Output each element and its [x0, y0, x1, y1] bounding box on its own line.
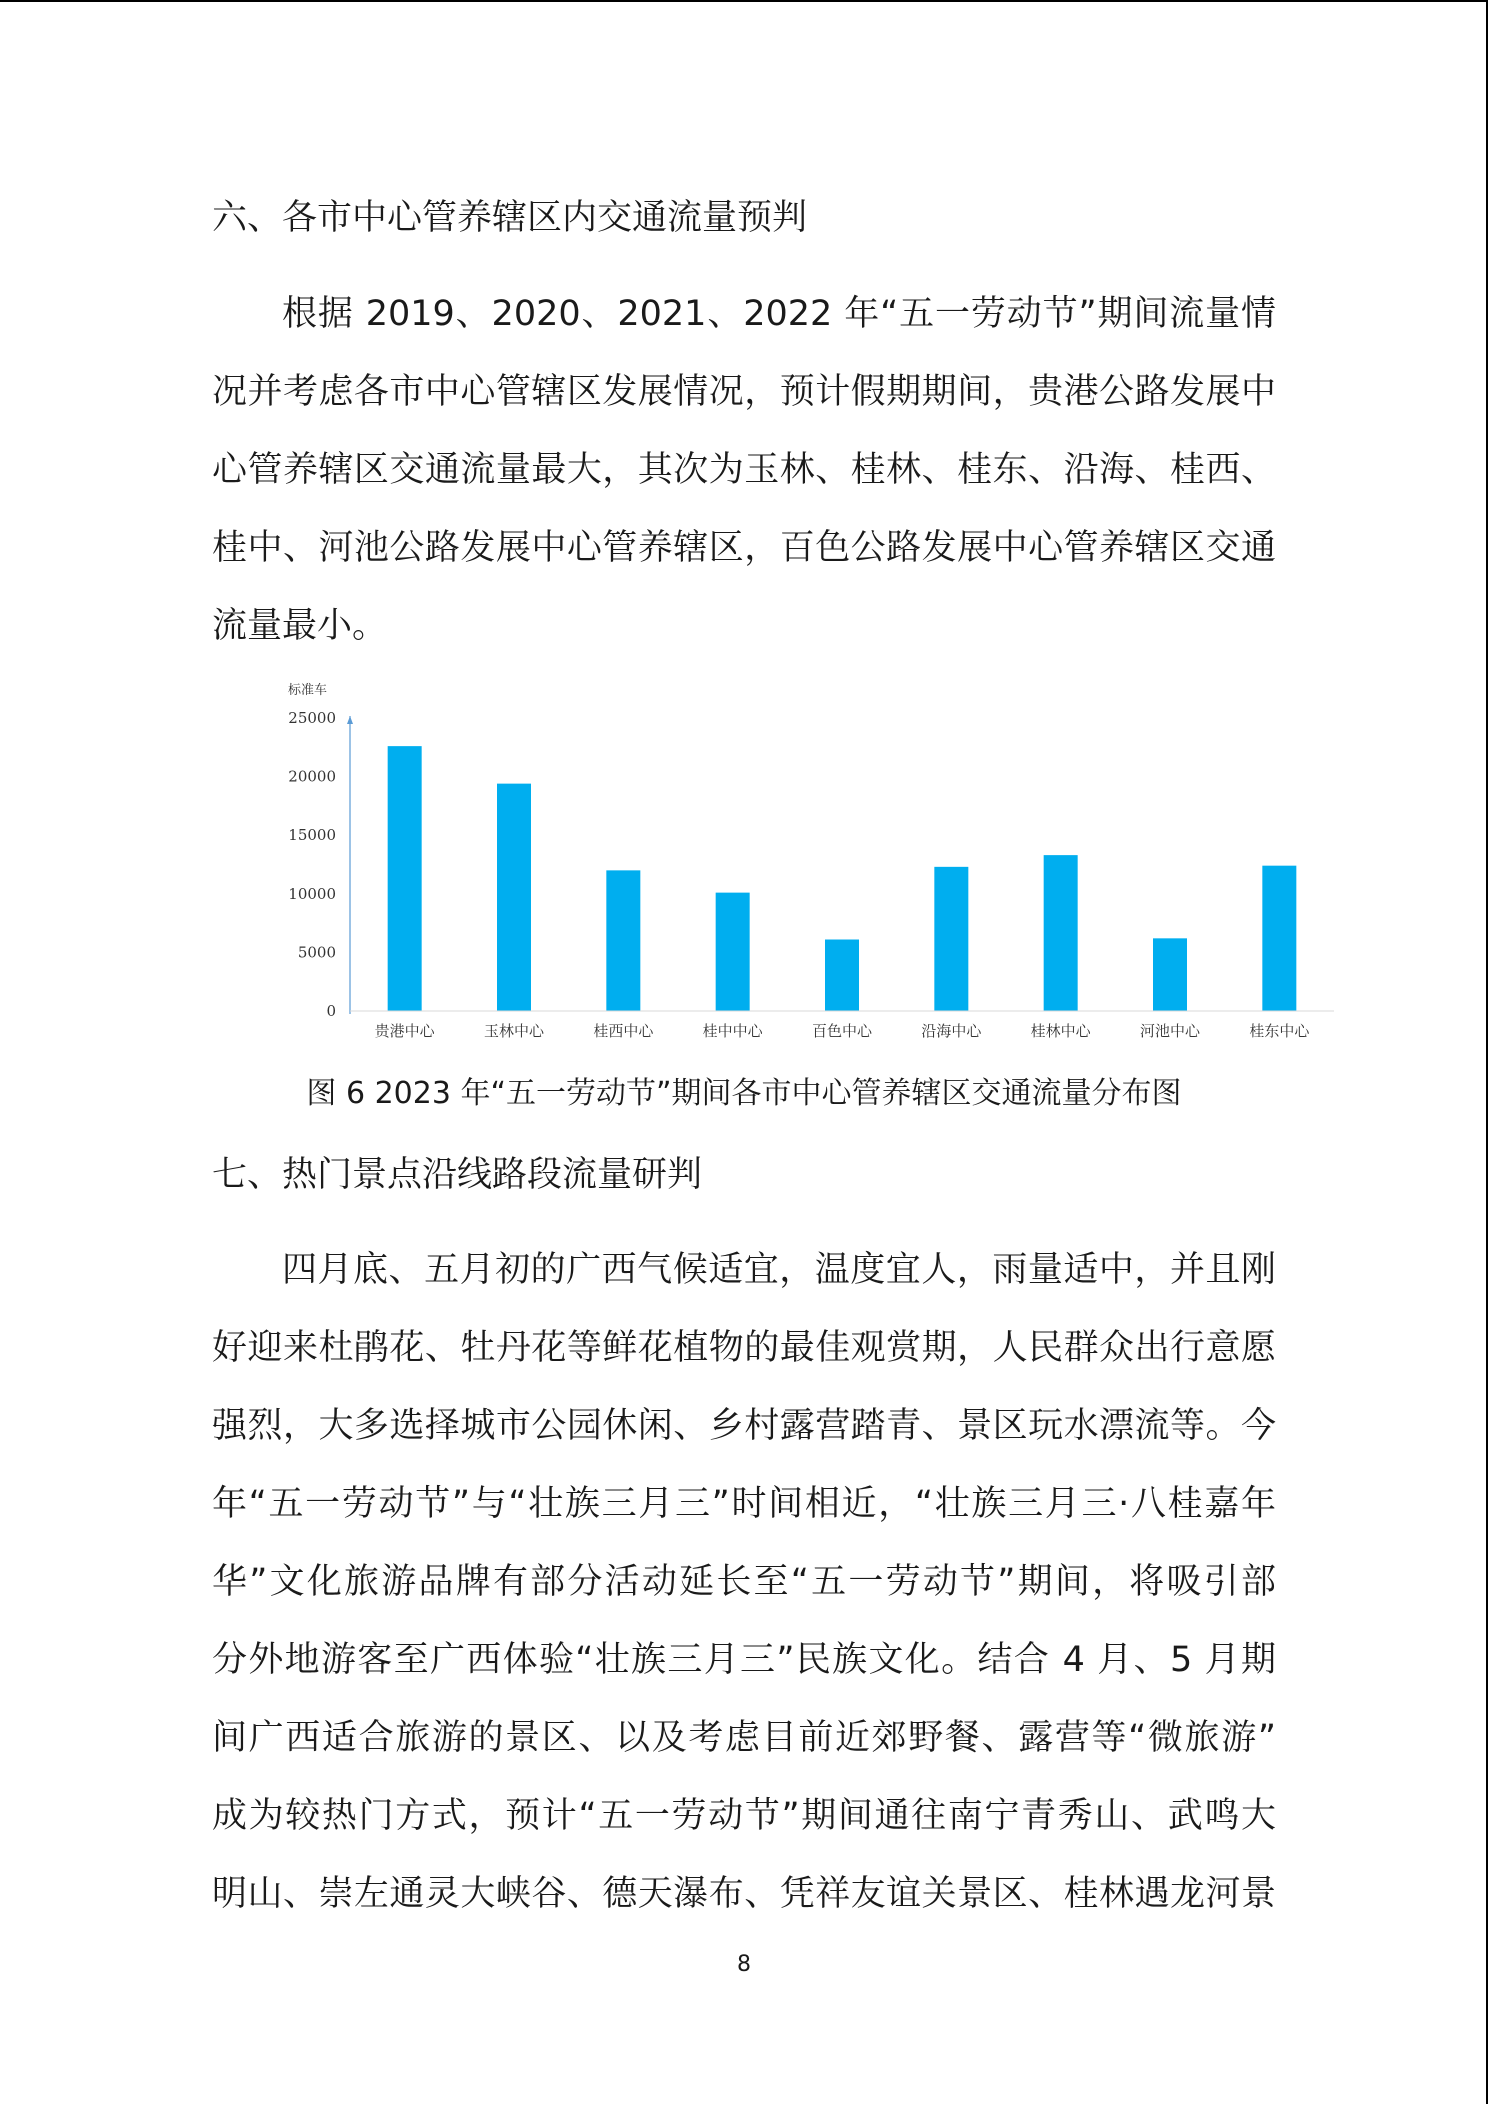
bar	[934, 867, 968, 1011]
bar	[1044, 855, 1078, 1011]
paragraph-line: 年“五一劳动节”与“壮族三月三”时间相近，“壮族三月三·八桂嘉年	[212, 1484, 1276, 1524]
paragraph-line: 明山、崇左通灵大峡谷、德天瀑布、凭祥友谊关景区、桂林遇龙河景	[212, 1874, 1276, 1914]
y-tick-label: 25000	[288, 709, 336, 727]
x-category-label: 玉林中心	[483, 1022, 545, 1040]
y-tick-label: 15000	[288, 826, 336, 845]
x-category-label: 河池中心	[1139, 1022, 1201, 1040]
x-category-label: 桂中中心	[702, 1022, 763, 1040]
x-category-label: 百色中心	[811, 1022, 873, 1040]
bar	[1262, 866, 1296, 1011]
traffic-bar-chart	[270, 676, 1350, 1056]
top-border-line	[0, 0, 1488, 2]
x-axis-categories	[375, 1022, 1311, 1040]
paragraph-line: 间广西适合旅游的景区、以及考虑目前近郊野餐、露营等“微旅游”	[212, 1718, 1276, 1758]
paragraph-line: 强烈，大多选择城市公园休闲、乡村露营踏青、景区玩水漂流等。今	[212, 1406, 1276, 1446]
y-axis-ticks	[288, 709, 336, 1020]
bar	[606, 870, 640, 1011]
x-category-label: 贵港中心	[374, 1022, 435, 1040]
paragraph-line: 况并考虑各市中心管辖区发展情况，预计假期期间，贵港公路发展中	[212, 372, 1276, 412]
bar	[825, 940, 859, 1011]
bar	[716, 893, 750, 1011]
y-tick-label: 20000	[288, 767, 336, 786]
section-7-heading: 七、热门景点沿线路段流量研判	[212, 1155, 703, 1195]
bar	[497, 784, 531, 1011]
y-axis-arrow	[347, 716, 353, 724]
paragraph-line: 流量最小。	[212, 606, 388, 646]
paragraph-line: 根据 2019、2020、2021、2022 年“五一劳动节”期间流量情	[282, 294, 1276, 334]
paragraph-line: 四月底、五月初的广西气候适宜，温度宜人，雨量适中，并且刚	[282, 1250, 1276, 1290]
paragraph-line: 华”文化旅游品牌有部分活动延长至“五一劳动节”期间，将吸引部	[212, 1562, 1276, 1602]
paragraph-line: 成为较热门方式，预计“五一劳动节”期间通往南宁青秀山、武鸣大	[212, 1796, 1276, 1836]
y-axis-unit-label: 标准车	[288, 683, 328, 698]
paragraph-line: 心管养辖区交通流量最大，其次为玉林、桂林、桂东、沿海、桂西、	[212, 450, 1276, 490]
paragraph-line: 桂中、河池公路发展中心管养辖区，百色公路发展中心管养辖区交通	[212, 528, 1276, 568]
paragraph-line: 分外地游客至广西体验“壮族三月三”民族文化。结合 4 月、5 月期	[212, 1640, 1276, 1680]
chart-svg	[270, 676, 1350, 1056]
figure-caption: 图 6 2023 年“五一劳动节”期间各市中心管养辖区交通流量分布图	[306, 1076, 1182, 1111]
x-category-label: 桂东中心	[1249, 1022, 1310, 1040]
y-tick-label: 10000	[288, 884, 336, 903]
x-category-label: 桂林中心	[1030, 1022, 1091, 1040]
y-tick-label: 5000	[297, 943, 336, 962]
bar	[1153, 938, 1187, 1011]
bar	[388, 746, 422, 1011]
x-category-label: 桂西中心	[593, 1022, 654, 1040]
page-number: 8	[737, 1952, 751, 1977]
bar-series	[388, 746, 1297, 1011]
y-tick-label: 0	[326, 1002, 336, 1020]
section-6-heading: 六、各市中心管养辖区内交通流量预判	[212, 198, 808, 238]
x-category-label: 沿海中心	[921, 1022, 982, 1040]
paragraph-line: 好迎来杜鹃花、牡丹花等鲜花植物的最佳观赏期，人民群众出行意愿	[212, 1328, 1276, 1368]
